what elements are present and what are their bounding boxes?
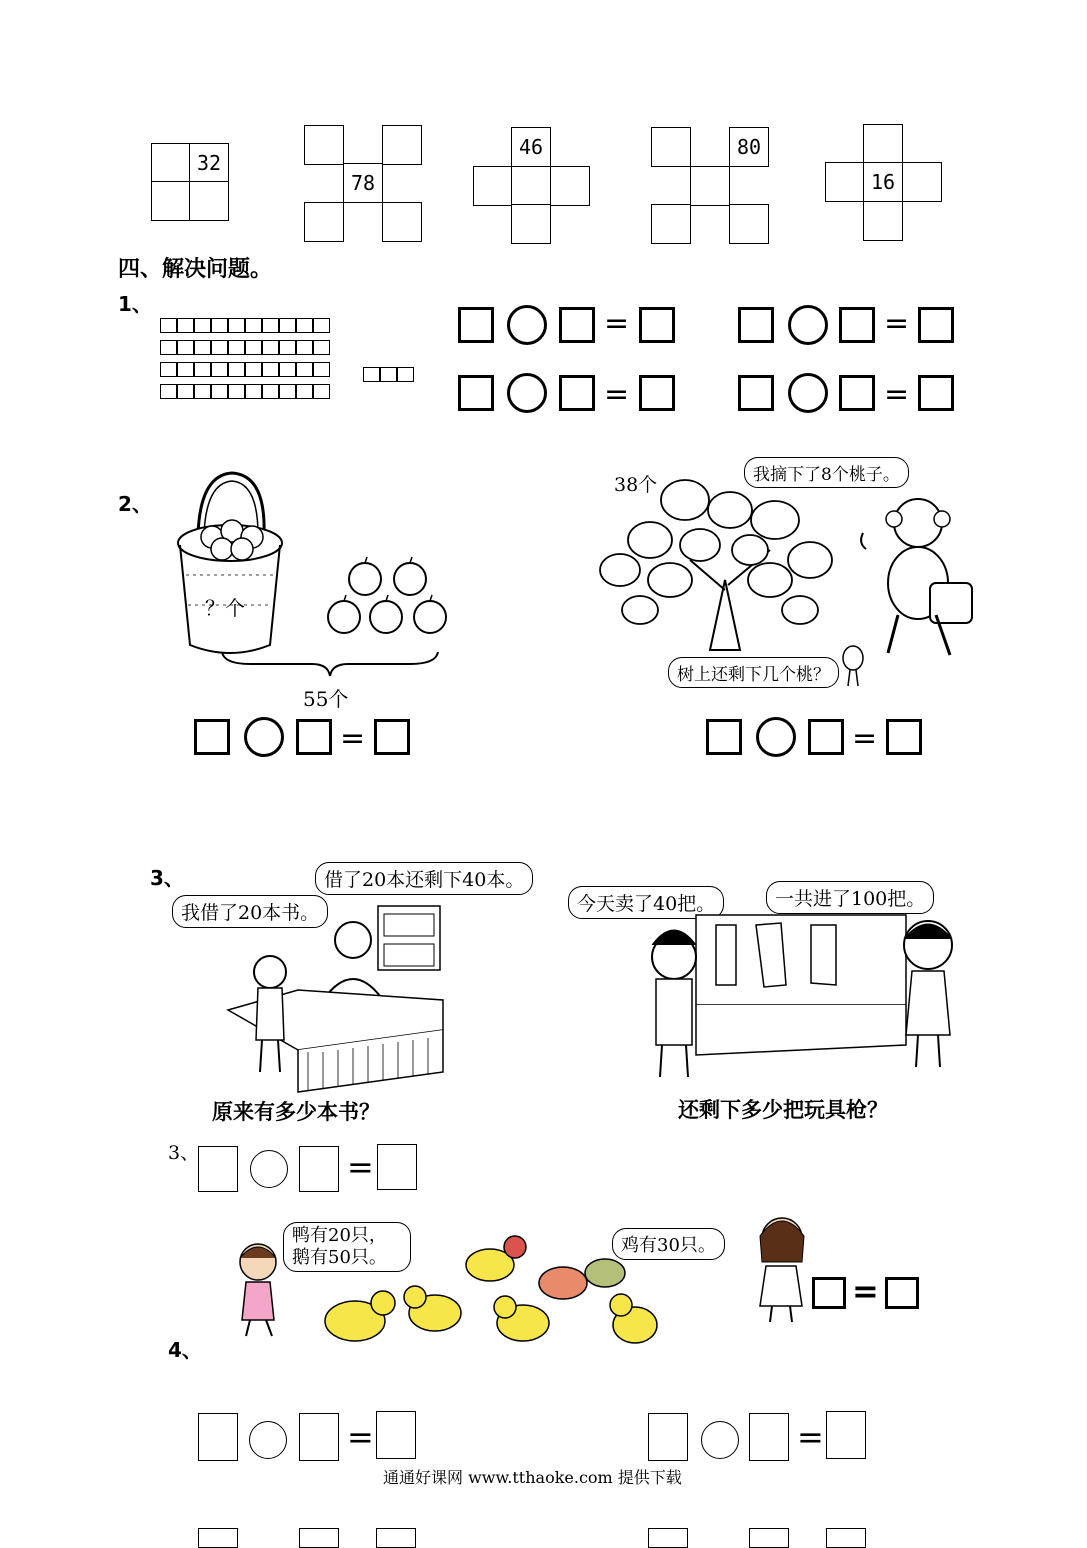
footer-text: 通通好课网 www.tthaoke.com 提供下载 [383,1468,682,1487]
answer-box[interactable] [198,1146,238,1192]
equals-sign: = [604,377,630,412]
unit-block [228,318,245,333]
operator-circle[interactable] [507,373,547,413]
problem-2-number: 2、 [118,492,152,516]
unit-block [279,340,296,355]
unit-block [177,318,194,333]
problem-3-number-repeat: 3、 [168,1142,200,1164]
answer-box[interactable] [639,375,675,411]
answer-box[interactable] [706,719,742,755]
answer-box[interactable] [374,719,410,755]
unit-block [211,318,228,333]
monkey-illustration [858,493,983,663]
answer-box[interactable] [377,1144,417,1190]
answer-box[interactable] [296,719,332,755]
operator-circle[interactable] [756,717,796,757]
answer-box[interactable] [918,375,954,411]
bubble-line-2: 鹅有50只。 [292,1247,387,1268]
basket-illustration [170,465,290,665]
bubble-line-1: 鸭有20只， [292,1225,387,1246]
answer-box[interactable] [458,307,494,343]
equals-sign: = [797,1418,824,1456]
unit-block [211,340,228,355]
bookstore-illustration [228,900,453,1095]
answer-box[interactable] [198,1413,238,1461]
equals-sign: = [340,721,366,756]
unit-block [160,362,177,377]
answer-box[interactable] [749,1413,789,1461]
answer-box[interactable] [299,1146,339,1192]
ones-blocks [363,367,417,384]
unit-block [262,362,279,377]
bird-icon [838,640,868,690]
equals-sign: = [604,306,630,341]
operator-circle[interactable] [249,1421,287,1459]
tens-blocks [160,318,335,404]
basket-label: ？个 [205,596,245,620]
operator-circle[interactable] [507,305,547,345]
question-right: 还剩下多少把玩具枪？ [678,1098,888,1122]
unit-block [160,318,177,333]
answer-box[interactable] [738,375,774,411]
unit-block [245,384,262,399]
unit-block [160,384,177,399]
answer-box[interactable] [458,375,494,411]
unit-block [245,340,262,355]
operator-circle[interactable] [250,1150,288,1188]
answer-box[interactable] [376,1528,416,1548]
unit-block [194,340,211,355]
grid-4-value: 80 [729,127,769,167]
unit-block [194,362,211,377]
unit-block [194,384,211,399]
problem-4-number: 4、 [168,1338,202,1362]
unit-block [194,318,211,333]
answer-box[interactable] [885,1277,919,1309]
unit-block [177,384,194,399]
unit-block [279,362,296,377]
answer-box[interactable] [738,307,774,343]
toy-shop-illustration [636,895,966,1085]
section-title: 四、解决问题。 [118,257,273,282]
equals-sign: = [884,377,910,412]
boy-speech-bubble: 今天卖了40把。 [568,886,724,919]
unit-block [279,318,296,333]
question-left: 原来有多少本书？ [212,1100,380,1124]
unit-block [228,340,245,355]
girl-right-illustration [750,1212,810,1327]
unit-block [245,318,262,333]
operator-circle[interactable] [244,717,284,757]
unit-block [211,362,228,377]
grid-5-value: 16 [863,162,903,202]
total-label: 55个 [303,687,349,711]
answer-box[interactable] [826,1411,866,1459]
answer-box[interactable] [826,1528,866,1548]
unit-block [279,384,296,399]
answer-box[interactable] [839,375,875,411]
answer-box[interactable] [299,1528,339,1548]
answer-box[interactable] [559,307,595,343]
equals-sign: = [852,721,878,756]
unit-block [313,318,330,333]
equals-sign: = [347,1418,374,1456]
monkey-speech-bubble: 我摘下了8个桃子。 [744,457,909,488]
unit-block [296,362,313,377]
answer-box[interactable] [194,719,230,755]
equals-sign: = [347,1148,374,1186]
equals-sign: = [852,1272,879,1310]
tree-count: 38个 [614,474,658,496]
girl2-speech-bubble: 一共进了100把。 [766,881,934,914]
operator-circle[interactable] [788,373,828,413]
answer-box[interactable] [749,1528,789,1548]
total-brace [220,650,440,680]
answer-box[interactable] [299,1413,339,1461]
unit-block [177,340,194,355]
answer-box[interactable] [808,719,844,755]
unit-block [313,362,330,377]
unit-block [228,384,245,399]
problem-3-number: 3、 [150,866,184,890]
grid-1-value: 32 [189,143,229,183]
answer-box[interactable] [839,307,875,343]
problem-1-number: 1、 [118,292,152,316]
unit-block [296,384,313,399]
unit-block [211,384,228,399]
unit-block [296,340,313,355]
girl-left-illustration [228,1240,288,1340]
bird-speech-bubble: 树上还剩下几个桃？ [668,657,839,688]
unit-block [296,318,313,333]
unit-block [262,384,279,399]
unit-block [262,318,279,333]
answer-box[interactable] [648,1528,688,1548]
operator-circle[interactable] [788,305,828,345]
clerk-speech-bubble: 借了20本还剩下40本。 [315,862,533,895]
unit-block [313,340,330,355]
unit-block [313,384,330,399]
answer-box[interactable] [198,1528,238,1548]
grid-3-value: 46 [511,127,551,167]
operator-circle[interactable] [701,1421,739,1459]
unit-block [177,362,194,377]
answer-box[interactable] [648,1413,688,1461]
unit-block [228,362,245,377]
grid-2-value: 78 [343,163,383,203]
girl2-birds-speech-bubble: 鸡有30只。 [612,1228,725,1260]
poultry-illustration [315,1225,665,1355]
unit-block [245,362,262,377]
answer-box[interactable] [559,375,595,411]
answer-box[interactable] [376,1411,416,1459]
apples-illustration [320,555,455,640]
unit-block [160,340,177,355]
unit-block [262,340,279,355]
girl-speech-bubble: 我借了20本书。 [172,895,328,928]
answer-box[interactable] [639,307,675,343]
answer-box[interactable] [918,307,954,343]
answer-box[interactable] [812,1277,846,1309]
answer-box[interactable] [886,719,922,755]
equals-sign: = [884,306,910,341]
